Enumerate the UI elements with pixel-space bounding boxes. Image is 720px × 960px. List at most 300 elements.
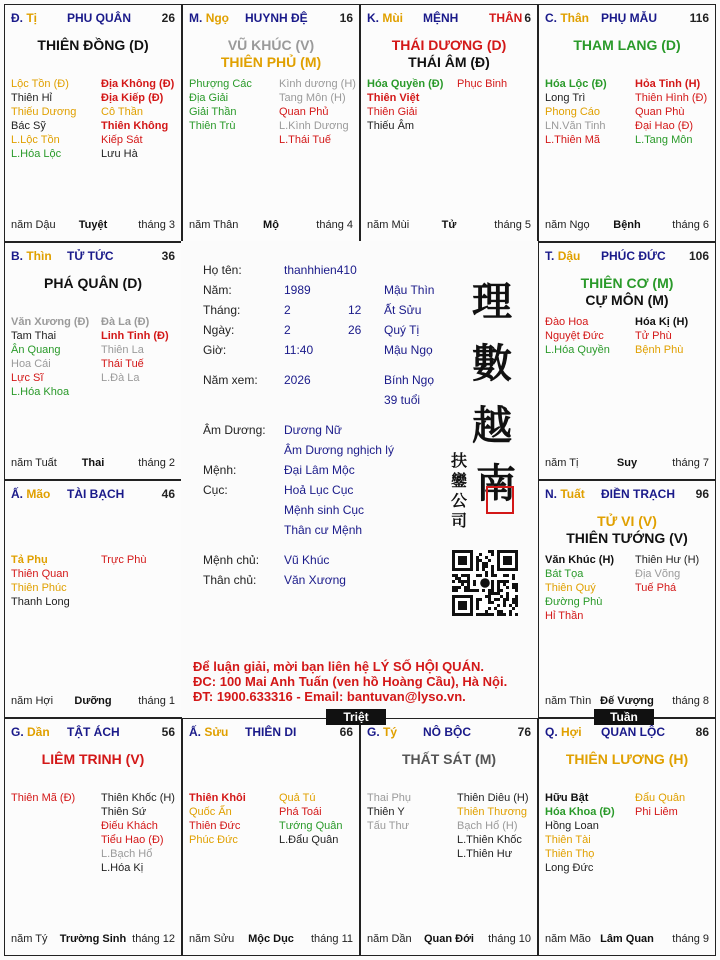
minor-star: Tả Phụ: [11, 554, 48, 566]
minor-star: Hỉ Thần: [545, 610, 584, 622]
minor-stars-left: [189, 77, 279, 133]
palace-stage: Tuyệt: [78, 219, 108, 231]
minor-star: Thiên Hư (H): [635, 554, 700, 566]
palace-header: [189, 11, 353, 27]
palace-stage: Quan Đới: [424, 933, 474, 945]
palace-age: 76: [517, 725, 531, 739]
info-value: Thân cư Mệnh: [284, 523, 363, 537]
minor-star: Nguyệt Đức: [545, 330, 604, 342]
minor-star: Đại Hao (Đ): [635, 120, 694, 132]
minor-star: L.Bạch Hổ: [101, 848, 153, 860]
palace-year: năm Ngọ: [545, 219, 590, 231]
minor-star: Cô Thần: [101, 106, 143, 118]
palace-title: ĐIỀN TRẠCH: [601, 487, 675, 501]
minor-star: L.Kình Dương: [279, 120, 349, 132]
palace-footer: [11, 457, 175, 471]
palace-stem: Đ.: [11, 11, 23, 25]
minor-star: Văn Xương (Đ): [11, 316, 90, 328]
minor-star: LN.Văn Tinh: [545, 120, 606, 132]
palace-year: năm Mùi: [367, 219, 410, 231]
info-value-lunar: 26: [348, 323, 362, 337]
minor-star: Địa Võng: [635, 568, 681, 580]
minor-star: Quan Phù: [635, 106, 685, 118]
palace-month: tháng 2: [138, 457, 175, 469]
info-value-canchi: 39 tuổi: [384, 393, 421, 407]
palace-title: NÔ BỘC: [423, 725, 471, 739]
palace-month: tháng 7: [672, 457, 709, 469]
palace-year: năm Tị: [545, 457, 579, 469]
main-star: THÁI ÂM (Đ): [408, 54, 490, 70]
palace-header: [545, 249, 709, 265]
palace-age: 116: [689, 11, 709, 25]
minor-star: Hoa Cái: [11, 358, 51, 370]
contact-line: ĐC: 100 Mai Anh Tuấn (ven hồ Hoàng Cầu), Hà Nội.: [193, 674, 508, 689]
minor-star: Phá Toái: [279, 806, 322, 818]
info-label: Ngày:: [203, 323, 235, 337]
minor-star: Thiên Hỉ: [11, 92, 52, 104]
palace-ngo[interactable]: [182, 4, 360, 242]
minor-star: Tướng Quân: [279, 820, 343, 832]
palace-year: năm Sửu: [189, 933, 235, 945]
palace-stem: C.: [545, 11, 557, 25]
palace-stem: G.: [367, 725, 380, 739]
minor-stars-left: [545, 553, 635, 623]
minor-stars-left: [545, 315, 635, 357]
info-value: Vũ Khúc: [284, 553, 330, 567]
main-star: THẤT SÁT (M): [401, 751, 497, 767]
palace-stage: Trường Sinh: [59, 933, 127, 945]
palace-header: [189, 725, 353, 741]
main-stars: [5, 275, 181, 292]
palace-branch: [11, 249, 52, 263]
palace-stage: Tử: [441, 219, 457, 231]
minor-stars-left: [545, 791, 635, 875]
palace-branch-name: Thìn: [26, 249, 52, 263]
minor-star: Thiên Khôi: [189, 792, 246, 804]
info-label: Âm Dương:: [203, 423, 266, 437]
minor-star: L.Tang Môn: [635, 134, 693, 146]
minor-stars-right: [635, 77, 716, 147]
palace-age: 6: [524, 11, 531, 25]
palace-branch: [545, 249, 580, 263]
minor-star: Hóa Lộc (Đ): [545, 78, 607, 90]
main-star: VŨ KHÚC (V): [227, 37, 315, 53]
palace-year: năm Thân: [189, 219, 239, 231]
palace-header: [11, 249, 175, 265]
palace-ty[interactable]: [360, 718, 538, 956]
palace-mui[interactable]: [360, 4, 538, 242]
palace-stage: Mộc Dục: [248, 933, 294, 945]
info-value: Văn Xương: [284, 573, 346, 587]
info-value-canchi: Mậu Thìn: [384, 283, 435, 297]
minor-star: Phượng Các: [189, 78, 252, 90]
palace-footer: [367, 219, 531, 233]
minor-star: Thiên Việt: [367, 92, 420, 104]
info-label: Thân chủ:: [203, 573, 257, 587]
contact-line[interactable]: ĐT: 1900.633316 - Email: bantuvan@lyso.vn.: [193, 689, 466, 704]
minor-stars-left: [189, 791, 279, 847]
palace-title: MỆNH: [423, 11, 459, 25]
palace-than[interactable]: [538, 4, 716, 242]
palace-footer: [545, 933, 709, 947]
minor-star: Tuế Phá: [635, 582, 677, 594]
palace-footer: [189, 219, 353, 233]
palace-title: QUAN LỘC: [601, 725, 665, 739]
minor-star: L.Thiên Hư: [457, 848, 513, 860]
minor-stars-left: [11, 77, 101, 161]
minor-star: L.Hóa Kị: [101, 862, 144, 874]
info-value-canchi: Ất Sửu: [384, 303, 422, 317]
palace-thin[interactable]: [4, 242, 182, 480]
palace-stem: N.: [545, 487, 557, 501]
palace-title: TỬ TỨC: [67, 249, 114, 263]
info-label: Giờ:: [203, 343, 227, 357]
palace-year: năm Tý: [11, 933, 48, 945]
minor-star: Phi Liêm: [635, 806, 678, 818]
palace-dan[interactable]: [4, 718, 182, 956]
info-value-canchi: Quý Tị: [384, 323, 420, 337]
calligraphy-char: 數: [472, 340, 512, 387]
minor-star: Thiên Quý: [545, 582, 596, 594]
main-star: LIÊM TRINH (V): [41, 751, 145, 767]
minor-star: Long Đức: [545, 862, 594, 874]
minor-star: Hóa Kị (H): [635, 316, 689, 328]
palace-branch-name: Tị: [26, 11, 38, 25]
main-star: THIÊN TƯỚNG (V): [566, 530, 688, 546]
main-stars: [5, 751, 181, 768]
palace-month: tháng 10: [488, 933, 531, 945]
minor-star: Thiên Giải: [367, 106, 418, 118]
palace-stem: M.: [189, 11, 203, 25]
palace-suu[interactable]: [182, 718, 360, 956]
palace-month: tháng 12: [132, 933, 175, 945]
main-star: THÁI DƯƠNG (D): [391, 37, 507, 53]
palace-year: năm Dần: [367, 933, 412, 945]
palace-footer: [11, 219, 175, 233]
palace-hoi[interactable]: [538, 718, 716, 956]
palace-branch-name: Dần: [27, 725, 50, 739]
palace-branch: [11, 725, 50, 739]
palace-header: [545, 725, 709, 741]
minor-star: Thiên Y: [367, 806, 405, 818]
seal-char: 公: [451, 491, 468, 510]
palace-footer: [11, 933, 175, 947]
palace-stage: Mộ: [263, 219, 279, 231]
palace-stem: Ấ.: [11, 487, 23, 501]
palace-footer: [189, 933, 353, 947]
minor-stars-right: [635, 553, 716, 595]
minor-star: Hỏa Tinh (H): [635, 78, 701, 90]
minor-star: Thiên Hình (Đ): [635, 92, 708, 104]
minor-star: Địa Giải: [189, 92, 229, 104]
main-star: PHÁ QUÂN (D): [44, 275, 142, 291]
minor-star: Lực Sĩ: [11, 372, 44, 384]
palace-header: [367, 725, 531, 741]
minor-star: Thiên La: [101, 344, 144, 356]
than-marker: THÂN: [489, 11, 523, 25]
seal-char: 司: [451, 511, 468, 530]
palace-month: tháng 5: [494, 219, 531, 231]
palace-branch-name: Mão: [26, 487, 51, 501]
palace-branch: [367, 11, 403, 25]
palace-branch: [545, 11, 589, 25]
minor-star: Điếu Khách: [101, 820, 158, 832]
minor-star: Đào Hoa: [545, 316, 589, 328]
minor-star: Bệnh Phù: [635, 344, 684, 356]
minor-star: L.Hóa Quyền: [545, 344, 610, 356]
info-value: thanhhien410: [284, 263, 357, 277]
minor-star: Thanh Long: [11, 596, 70, 608]
palace-branch-name: Sửu: [204, 725, 229, 739]
minor-star: Bạch Hổ (H): [457, 820, 518, 832]
palace-branch: [545, 725, 582, 739]
minor-star: Địa Kiếp (Đ): [101, 92, 164, 104]
palace-year: năm Mão: [545, 933, 591, 945]
palace-stage: Đế Vượng: [600, 695, 654, 707]
triet-tag: Triệt: [326, 709, 386, 725]
info-value: 11:40: [284, 343, 314, 357]
info-label: Tháng:: [203, 303, 241, 317]
info-value: Dương Nữ: [284, 423, 342, 437]
palace-month: tháng 9: [672, 933, 709, 945]
minor-star: Thiên Sứ: [101, 806, 147, 818]
minor-star: Trực Phù: [101, 554, 147, 566]
main-stars: [539, 751, 715, 768]
main-stars: [183, 37, 359, 71]
seal-char: 扶: [451, 451, 468, 470]
palace-branch-name: Dậu: [557, 249, 581, 263]
minor-stars-right: [457, 791, 538, 861]
minor-star: Thiên Diêu (H): [457, 792, 529, 804]
palace-title: TÀI BẠCH: [67, 487, 125, 501]
minor-star: Đẩu Quân: [635, 792, 686, 804]
palace-title: PHỤ MẪU: [601, 11, 657, 25]
minor-star: Tiểu Hao (Đ): [101, 834, 164, 846]
palace-title: TẬT ÁCH: [67, 725, 120, 739]
minor-star: Thai Phụ: [367, 792, 412, 804]
palace-age: 26: [161, 11, 175, 25]
palace-age: 36: [161, 249, 175, 263]
palace-mao[interactable]: [4, 480, 182, 718]
minor-star: Thiên Trù: [189, 120, 236, 132]
palace-stage: Dưỡng: [74, 695, 112, 707]
palace-branch: [11, 487, 50, 501]
palace-stage: Lâm Quan: [600, 933, 654, 945]
minor-star: Tử Phù: [635, 330, 672, 342]
palace-branch-name: Mùi: [382, 11, 404, 25]
palace-year: năm Thìn: [545, 695, 592, 707]
minor-stars-left: [545, 77, 635, 147]
info-value: 2026: [284, 373, 311, 387]
minor-stars-right: [101, 553, 182, 567]
palace-branch: [11, 11, 37, 25]
palace-footer: [367, 933, 531, 947]
palace-stem: K.: [367, 11, 379, 25]
minor-star: Ân Quang: [11, 344, 61, 356]
minor-stars-right: [101, 315, 182, 385]
minor-stars-left: [367, 77, 457, 133]
seal-char: 鑾: [451, 471, 468, 490]
palace-ti[interactable]: [4, 4, 182, 242]
info-label: Mệnh:: [203, 463, 237, 477]
palace-age: 16: [339, 11, 353, 25]
minor-star: Thái Tuế: [101, 358, 144, 370]
contact-line: Để luận giải, mời bạn liên hệ LÝ SỐ HỘI QUÁN.: [193, 659, 484, 674]
tuan-tag: Tuần: [594, 709, 654, 725]
minor-star: Kình dương (H): [279, 78, 356, 90]
palace-stage: Thai: [81, 457, 105, 469]
palace-title: HUYNH ĐỆ: [245, 11, 308, 25]
main-star: THIÊN LƯƠNG (H): [565, 751, 689, 767]
calligraphy-char: 理: [472, 278, 512, 325]
calligraphy-char: 南: [476, 460, 516, 507]
minor-stars-right: [457, 77, 538, 91]
minor-star: Tam Thai: [11, 330, 57, 342]
minor-star: Phong Cáo: [545, 106, 601, 118]
palace-age: 96: [695, 487, 709, 501]
main-star: THIÊN ĐỒNG (D): [37, 37, 149, 53]
calligraphy-char: 越: [472, 402, 512, 449]
palace-branch: [367, 725, 397, 739]
qr-code-icon[interactable]: [452, 550, 518, 616]
palace-stem: G.: [11, 725, 24, 739]
main-star: CỰ MÔN (M): [585, 292, 669, 308]
main-star: THAM LANG (D): [573, 37, 681, 53]
palace-month: tháng 11: [310, 933, 353, 945]
minor-star: Tấu Thư: [367, 820, 410, 832]
info-value-lunar: 12: [348, 303, 362, 317]
info-value-canchi: Bính Ngọ: [384, 373, 435, 387]
minor-star: L.Hóa Khoa: [11, 386, 70, 398]
minor-star: Tang Môn (H): [279, 92, 346, 104]
palace-month: tháng 8: [672, 695, 709, 707]
info-label: Năm xem:: [203, 373, 258, 387]
main-star: TỬ VI (V): [597, 513, 657, 529]
minor-star: Giải Thần: [189, 106, 237, 118]
minor-star: L.Đà La: [101, 372, 140, 384]
palace-branch-name: Hợi: [561, 725, 582, 739]
minor-star: Thiên Không: [101, 120, 169, 132]
minor-stars-right: [101, 791, 182, 875]
palace-month: tháng 3: [138, 219, 175, 231]
minor-star: Thiên Thọ: [545, 848, 595, 860]
palace-header: [11, 725, 175, 741]
palace-tuat[interactable]: [538, 480, 716, 718]
minor-stars-left: [367, 791, 457, 833]
palace-header: [11, 487, 175, 503]
main-stars: [539, 37, 715, 54]
minor-star: Bát Tọa: [545, 568, 584, 580]
palace-year: năm Tuất: [11, 457, 57, 469]
minor-stars-right: [279, 791, 360, 847]
minor-star: Long Trì: [545, 92, 586, 104]
info-value: 2: [284, 323, 291, 337]
palace-age: 56: [161, 725, 175, 739]
palace-branch-name: Thân: [560, 11, 590, 25]
palace-stem: Ấ.: [189, 725, 201, 739]
palace-footer: [545, 219, 709, 233]
minor-star: Thiên Quan: [11, 568, 69, 580]
palace-header: [545, 11, 709, 27]
palace-title: PHÚC ĐỨC: [601, 249, 666, 263]
main-stars: [361, 37, 537, 71]
minor-star: Bác Sỹ: [11, 120, 46, 132]
info-label: Mệnh chủ:: [203, 553, 260, 567]
palace-year: năm Dậu: [11, 219, 56, 231]
minor-star: Phục Binh: [457, 78, 508, 90]
palace-age: 86: [695, 725, 709, 739]
minor-star: Đà La (Đ): [101, 316, 150, 328]
palace-month: tháng 6: [672, 219, 709, 231]
minor-star: Hữu Bật: [545, 792, 589, 804]
palace-branch: [189, 11, 229, 25]
minor-star: Thiên Tài: [545, 834, 591, 846]
info-value: 2: [284, 303, 291, 317]
main-stars: [539, 513, 715, 547]
palace-branch-name: Tý: [383, 725, 398, 739]
minor-star: Linh Tinh (Đ): [101, 330, 169, 342]
palace-footer: [545, 695, 709, 709]
minor-stars-right: [101, 77, 182, 161]
minor-star: Lộc Tồn (Đ): [11, 78, 69, 90]
minor-star: Hóa Quyền (Đ): [367, 78, 444, 90]
minor-star: Hồng Loan: [545, 820, 599, 832]
palace-title: PHU QUÂN: [67, 11, 132, 25]
minor-star: Hóa Khoa (Đ): [545, 806, 615, 818]
minor-star: L.Đẩu Quân: [279, 834, 339, 846]
info-value: Đại Lâm Mộc: [284, 463, 355, 477]
palace-footer: [11, 695, 175, 709]
main-star: THIÊN PHỦ (M): [220, 54, 322, 70]
minor-star: Thiếu Dương: [11, 106, 77, 118]
minor-star: L.Thiên Khốc: [457, 834, 522, 846]
palace-month: tháng 4: [316, 219, 353, 231]
palace-header: [545, 487, 709, 503]
info-label: Cục:: [203, 483, 228, 497]
minor-stars-right: [635, 315, 716, 357]
minor-stars-left: [11, 315, 101, 399]
palace-stem: B.: [11, 249, 23, 263]
info-label: Họ tên:: [203, 263, 242, 277]
minor-star: Văn Khúc (H): [545, 554, 615, 566]
palace-stem: Q.: [545, 725, 558, 739]
minor-star: Địa Không (Đ): [101, 78, 175, 90]
palace-dau[interactable]: [538, 242, 716, 480]
minor-star: Kiếp Sát: [101, 134, 143, 146]
minor-star: Lưu Hà: [101, 148, 138, 160]
info-value: 1989: [284, 283, 311, 297]
palace-age: 66: [339, 725, 353, 739]
red-seal-icon: [486, 486, 514, 514]
main-stars: [5, 37, 181, 54]
minor-star: Phúc Đức: [189, 834, 238, 846]
main-star: THIÊN CƠ (M): [580, 275, 674, 291]
info-value: Âm Dương nghịch lý: [284, 443, 394, 457]
minor-star: L.Thái Tuế: [279, 134, 331, 146]
main-stars: [361, 751, 537, 768]
minor-stars-right: [279, 77, 360, 147]
minor-star: Thiên Mã (Đ): [11, 792, 76, 804]
minor-star: Thiên Thương: [457, 806, 528, 818]
minor-star: Quốc Ấn: [189, 806, 232, 818]
palace-header: [11, 11, 175, 27]
palace-age: 106: [688, 249, 709, 263]
main-stars: [539, 275, 715, 309]
palace-footer: [545, 457, 709, 471]
minor-star: Quan Phủ: [279, 106, 329, 118]
info-label: Năm:: [203, 283, 232, 297]
palace-age: 46: [161, 487, 175, 501]
